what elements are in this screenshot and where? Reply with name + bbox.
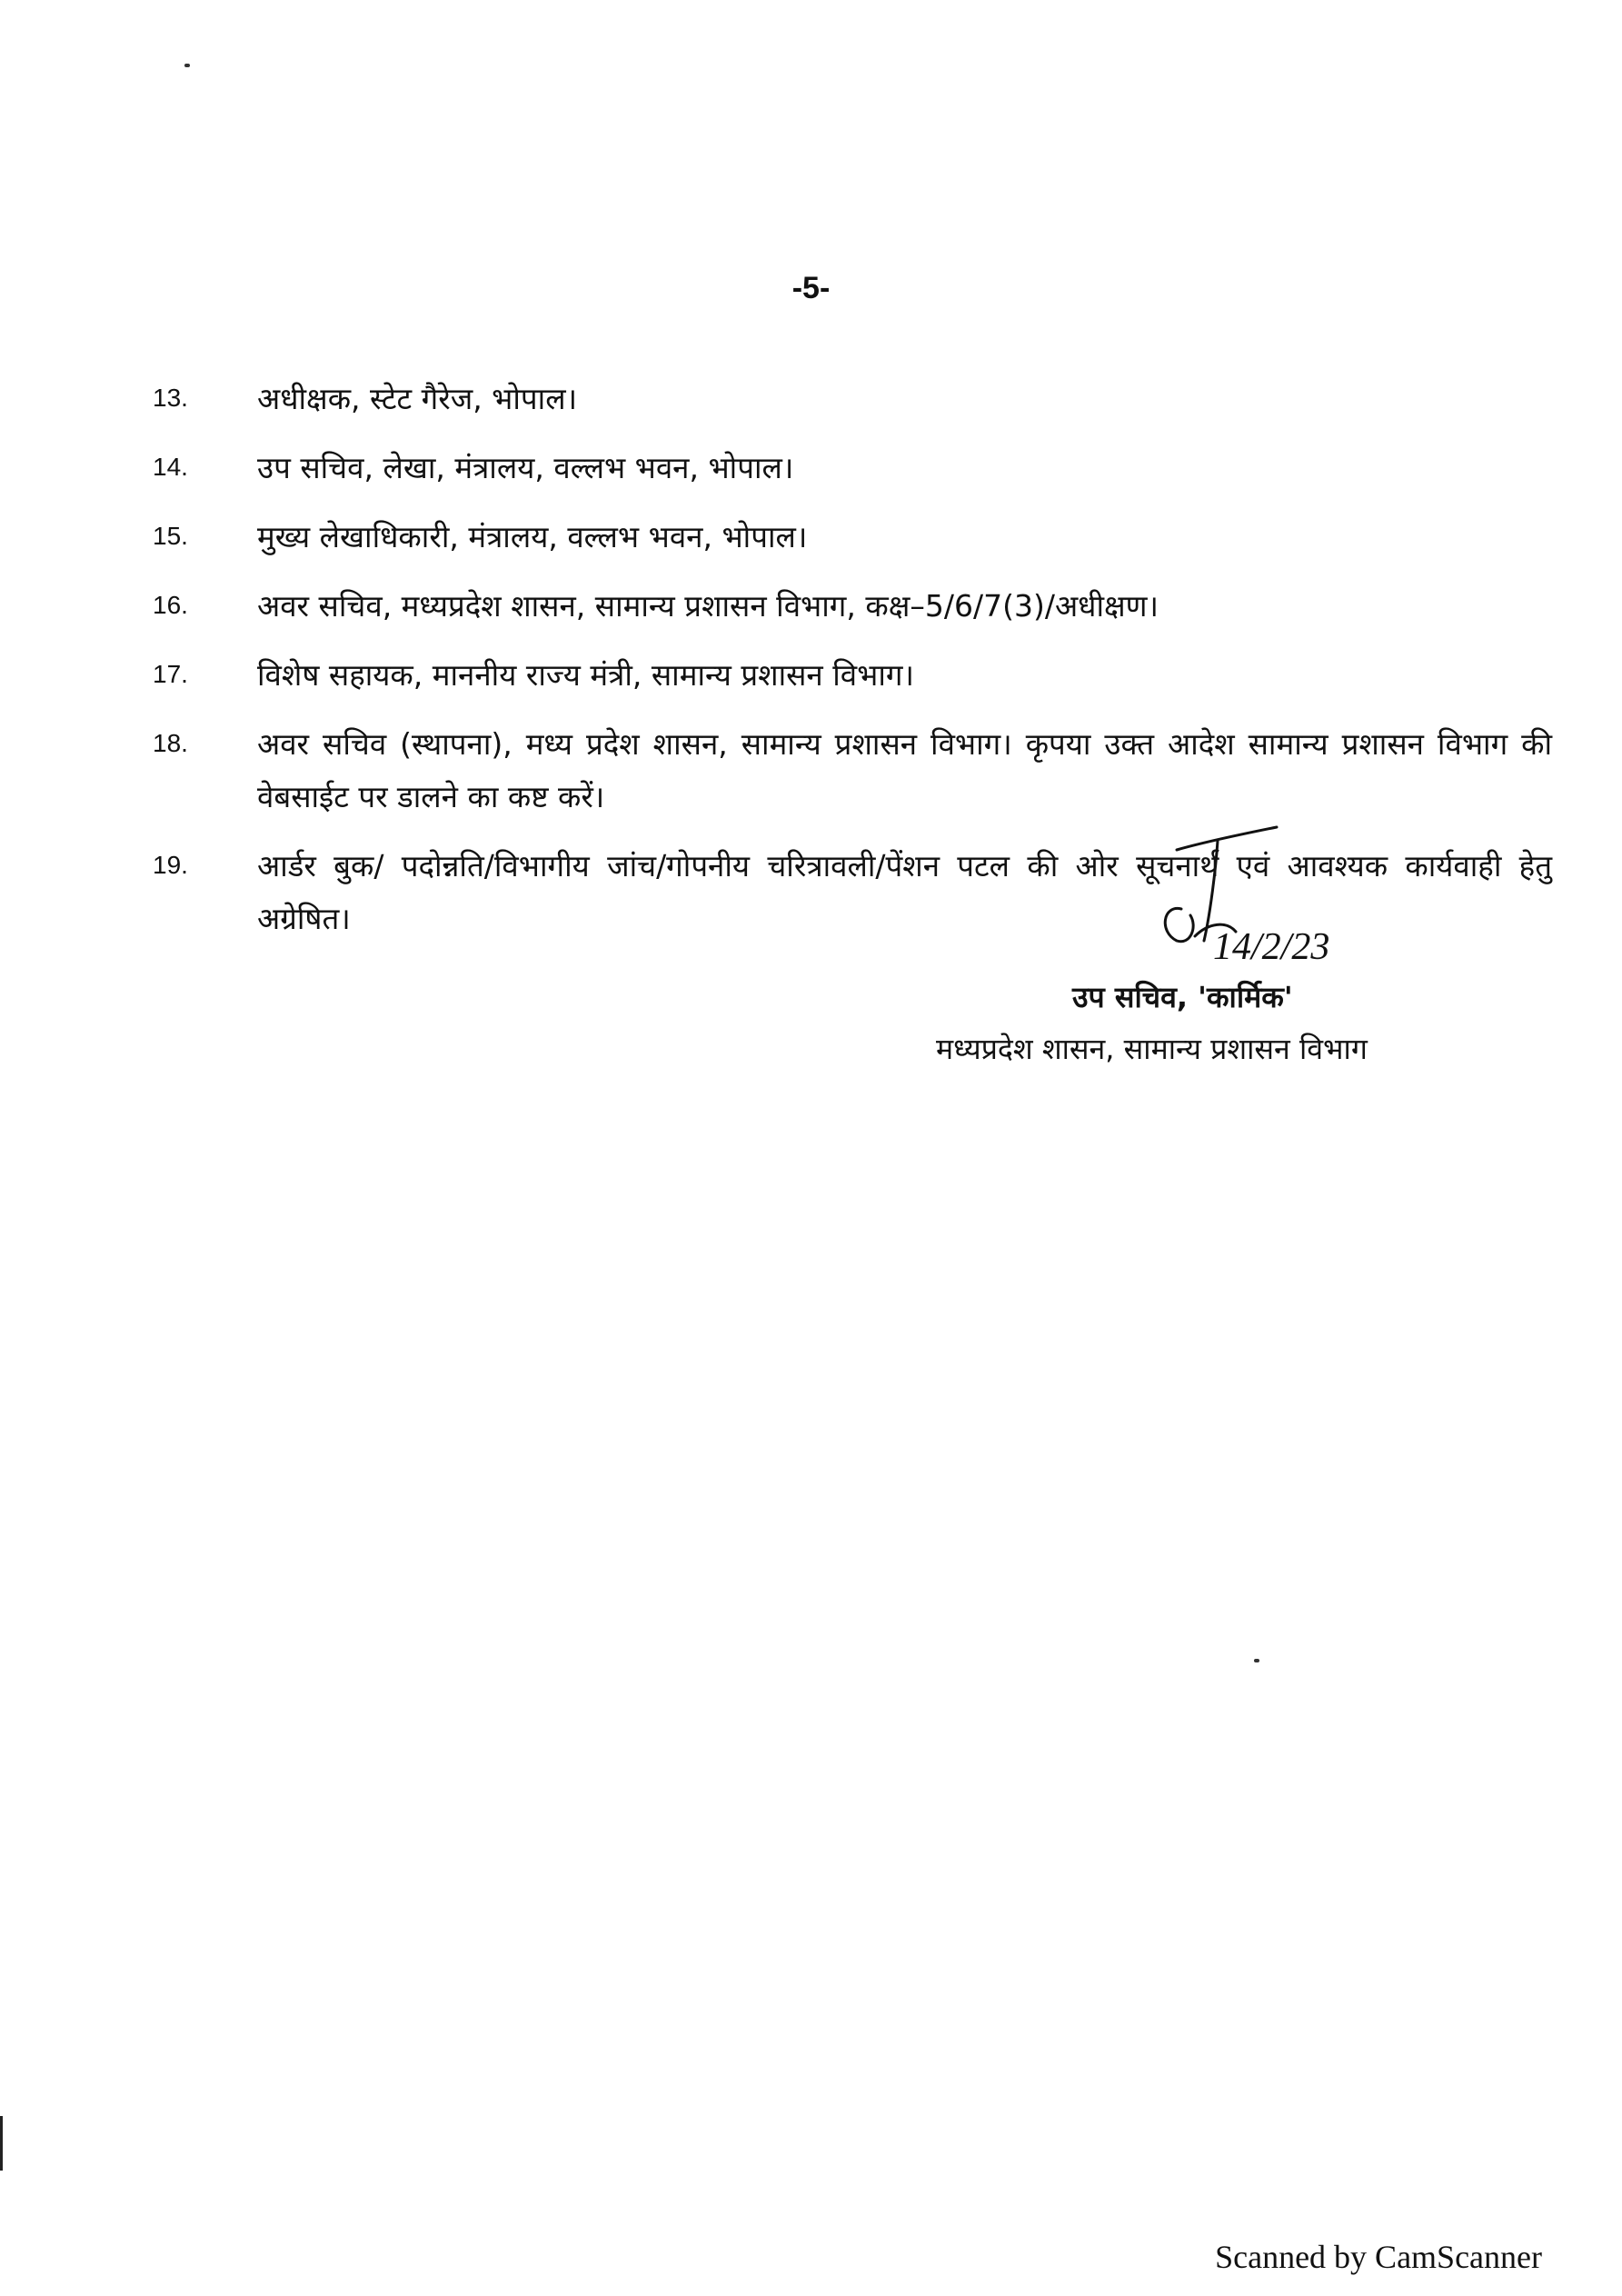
- scan-speck: [184, 64, 190, 67]
- item-text: अवर सचिव, मध्यप्रदेश शासन, सामान्य प्रशासन विभाग, कक्ष–5/6/7(3)/अधीक्षण।: [257, 588, 1159, 624]
- item-text: अधीक्षक, स्टेट गैरेज, भोपाल।: [257, 381, 578, 416]
- item-text: विशेष सहायक, माननीय राज्य मंत्री, सामान्य प्रशासन विभाग।: [257, 657, 914, 693]
- item-number: 17.: [153, 660, 188, 688]
- handwritten-signature: [1127, 814, 1399, 986]
- page-number: -5-: [791, 271, 831, 305]
- signature-date: 14/2/23: [1213, 926, 1330, 968]
- item-text: उप सचिव, लेखा, मंत्रालय, वल्लभ भवन, भोपाल।: [257, 450, 794, 485]
- item-text: आर्डर बुक/ पदोन्नति/विभागीय जांच/गोपनीय चरित्रावली/पेंशन पटल की ओर सूचनार्थ एवं आवश्यक कार्यवाही हेतु अग्रेषित।: [257, 848, 1552, 936]
- signatory-designation: उप सचिव, 'कार्मिक': [1072, 980, 1293, 1014]
- list-item: [153, 373, 1552, 425]
- item-number: 14.: [153, 453, 188, 481]
- list-item: [153, 718, 1552, 824]
- item-number: 16.: [153, 591, 188, 619]
- list-item: [153, 649, 1552, 702]
- scan-edge-line: [0, 2116, 3, 2171]
- scan-speck: [1254, 1659, 1259, 1662]
- item-number: 13.: [153, 384, 188, 412]
- signature-stroke: [1165, 908, 1193, 941]
- camscanner-watermark: Scanned by CamScanner: [1215, 2239, 1542, 2275]
- item-text: अवर सचिव (स्थापना), मध्य प्रदेश शासन, सामान्य प्रशासन विभाग। कृपया उक्त आदेश सामान्य प्रशासन विभाग की वेबसाईट पर डालने का कष्ट करें।: [257, 726, 1552, 814]
- signatory-department: मध्यप्रदेश शासन, सामान्य प्रशासन विभाग: [936, 1032, 1368, 1066]
- item-number: 18.: [153, 729, 188, 757]
- item-number: 19.: [153, 851, 188, 879]
- signature-stroke: [1177, 827, 1277, 850]
- list-item: [153, 442, 1552, 494]
- list-item: [153, 580, 1552, 633]
- item-text: मुख्य लेखाधिकारी, मंत्रालय, वल्लभ भवन, भोपाल।: [257, 519, 808, 554]
- list-item: [153, 511, 1552, 564]
- item-number: 15.: [153, 522, 188, 550]
